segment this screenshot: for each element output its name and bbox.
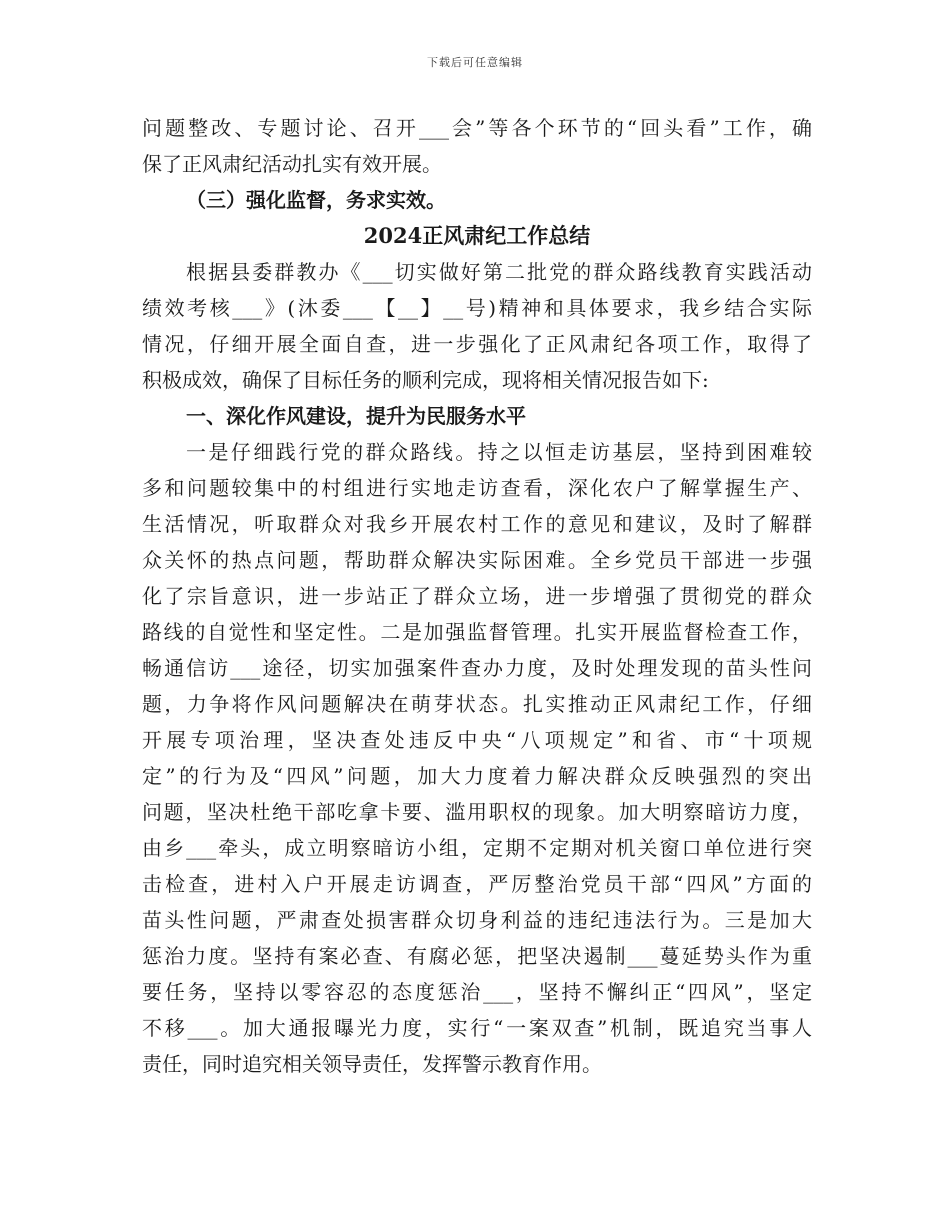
body-text-line: 要任务，坚持以零容忍的态度惩治___，坚持不懈纠正“四风”，坚定: [142, 980, 812, 1004]
body-text-line: 畅通信访___途径，切实加强案件查办力度，及时处理发现的苗头性问: [142, 656, 812, 680]
document-title: 2024正风肃纪工作总结: [363, 223, 591, 248]
body-text-line: 保了正风肃纪活动扎实有效开展。: [142, 152, 442, 176]
body-text-line: 苗头性问题，严肃查处损害群众切身利益的违纪违法行为。三是加大: [142, 908, 812, 932]
body-text-line: 积极成效，确保了目标任务的顺利完成，现将相关情况报告如下:: [142, 368, 709, 392]
body-text-line: 绩效考核___》(沐委___【__】__号)精神和具体要求，我乡结合实际: [142, 296, 812, 320]
body-text-line: 惩治力度。坚持有案必查、有腐必惩，把坚决遏制___蔓延势头作为重: [142, 944, 812, 968]
body-text-line: 化了宗旨意识，进一步站正了群众立场，进一步增强了贯彻党的群众: [142, 584, 812, 608]
body-text-line: 题，力争将作风问题解决在萌芽状态。扎实推动正风肃纪工作，仔细: [142, 692, 812, 716]
section-heading: 一、深化作风建设，提升为民服务水平: [186, 404, 526, 428]
body-text-line: 击检查，进村入户开展走访调查，严厉整治党员干部“四风”方面的: [142, 872, 812, 896]
body-text-line: 情况，仔细开展全面自查，进一步强化了正风肃纪各项工作，取得了: [142, 332, 812, 356]
body-text-line: 由乡___牵头，成立明察暗访小组，定期不定期对机关窗口单位进行突: [142, 836, 812, 860]
body-text-line: 多和问题较集中的村组进行实地走访查看，深化农户了解掌握生产、: [142, 476, 812, 500]
body-text-line: 不移___。加大通报曝光力度，实行“一案双查”机制，既追究当事人: [142, 1016, 812, 1040]
body-text-line: 开展专项治理，坚决查处违反中央“八项规定”和省、市“十项规: [142, 728, 812, 752]
paragraph-first-line: 一是仔细践行党的群众路线。持之以恒走访基层，坚持到困难较: [186, 440, 812, 464]
body-text-line: 问题，坚决杜绝干部吃拿卡要、滥用职权的现象。加大明察暗访力度，: [142, 800, 812, 824]
page-header-note: 下载后可任意编辑: [427, 56, 523, 69]
body-text-line: 路线的自觉性和坚定性。二是加强监督管理。扎实开展监督检查工作，: [142, 620, 812, 644]
body-text-line: 生活情况，听取群众对我乡开展农村工作的意见和建议，及时了解群: [142, 512, 812, 536]
body-text-line: 众关怀的热点问题，帮助群众解决实际困难。全乡党员干部进一步强: [142, 548, 812, 572]
paragraph-first-line: 根据县委群教办《___切实做好第二批党的群众路线教育实践活动: [186, 260, 812, 284]
body-text-line: 问题整改、专题讨论、召开___会”等各个环节的“回头看”工作，确: [142, 116, 812, 140]
subsection-heading: （三）强化监督，务求实效。: [186, 188, 446, 212]
body-text-line: 责任，同时追究相关领导责任，发挥警示教育作用。: [142, 1052, 602, 1076]
document-body: [142, 110, 812, 1082]
body-text-line: 定”的行为及“四风”问题，加大力度着力解决群众反映强烈的突出: [142, 764, 812, 788]
